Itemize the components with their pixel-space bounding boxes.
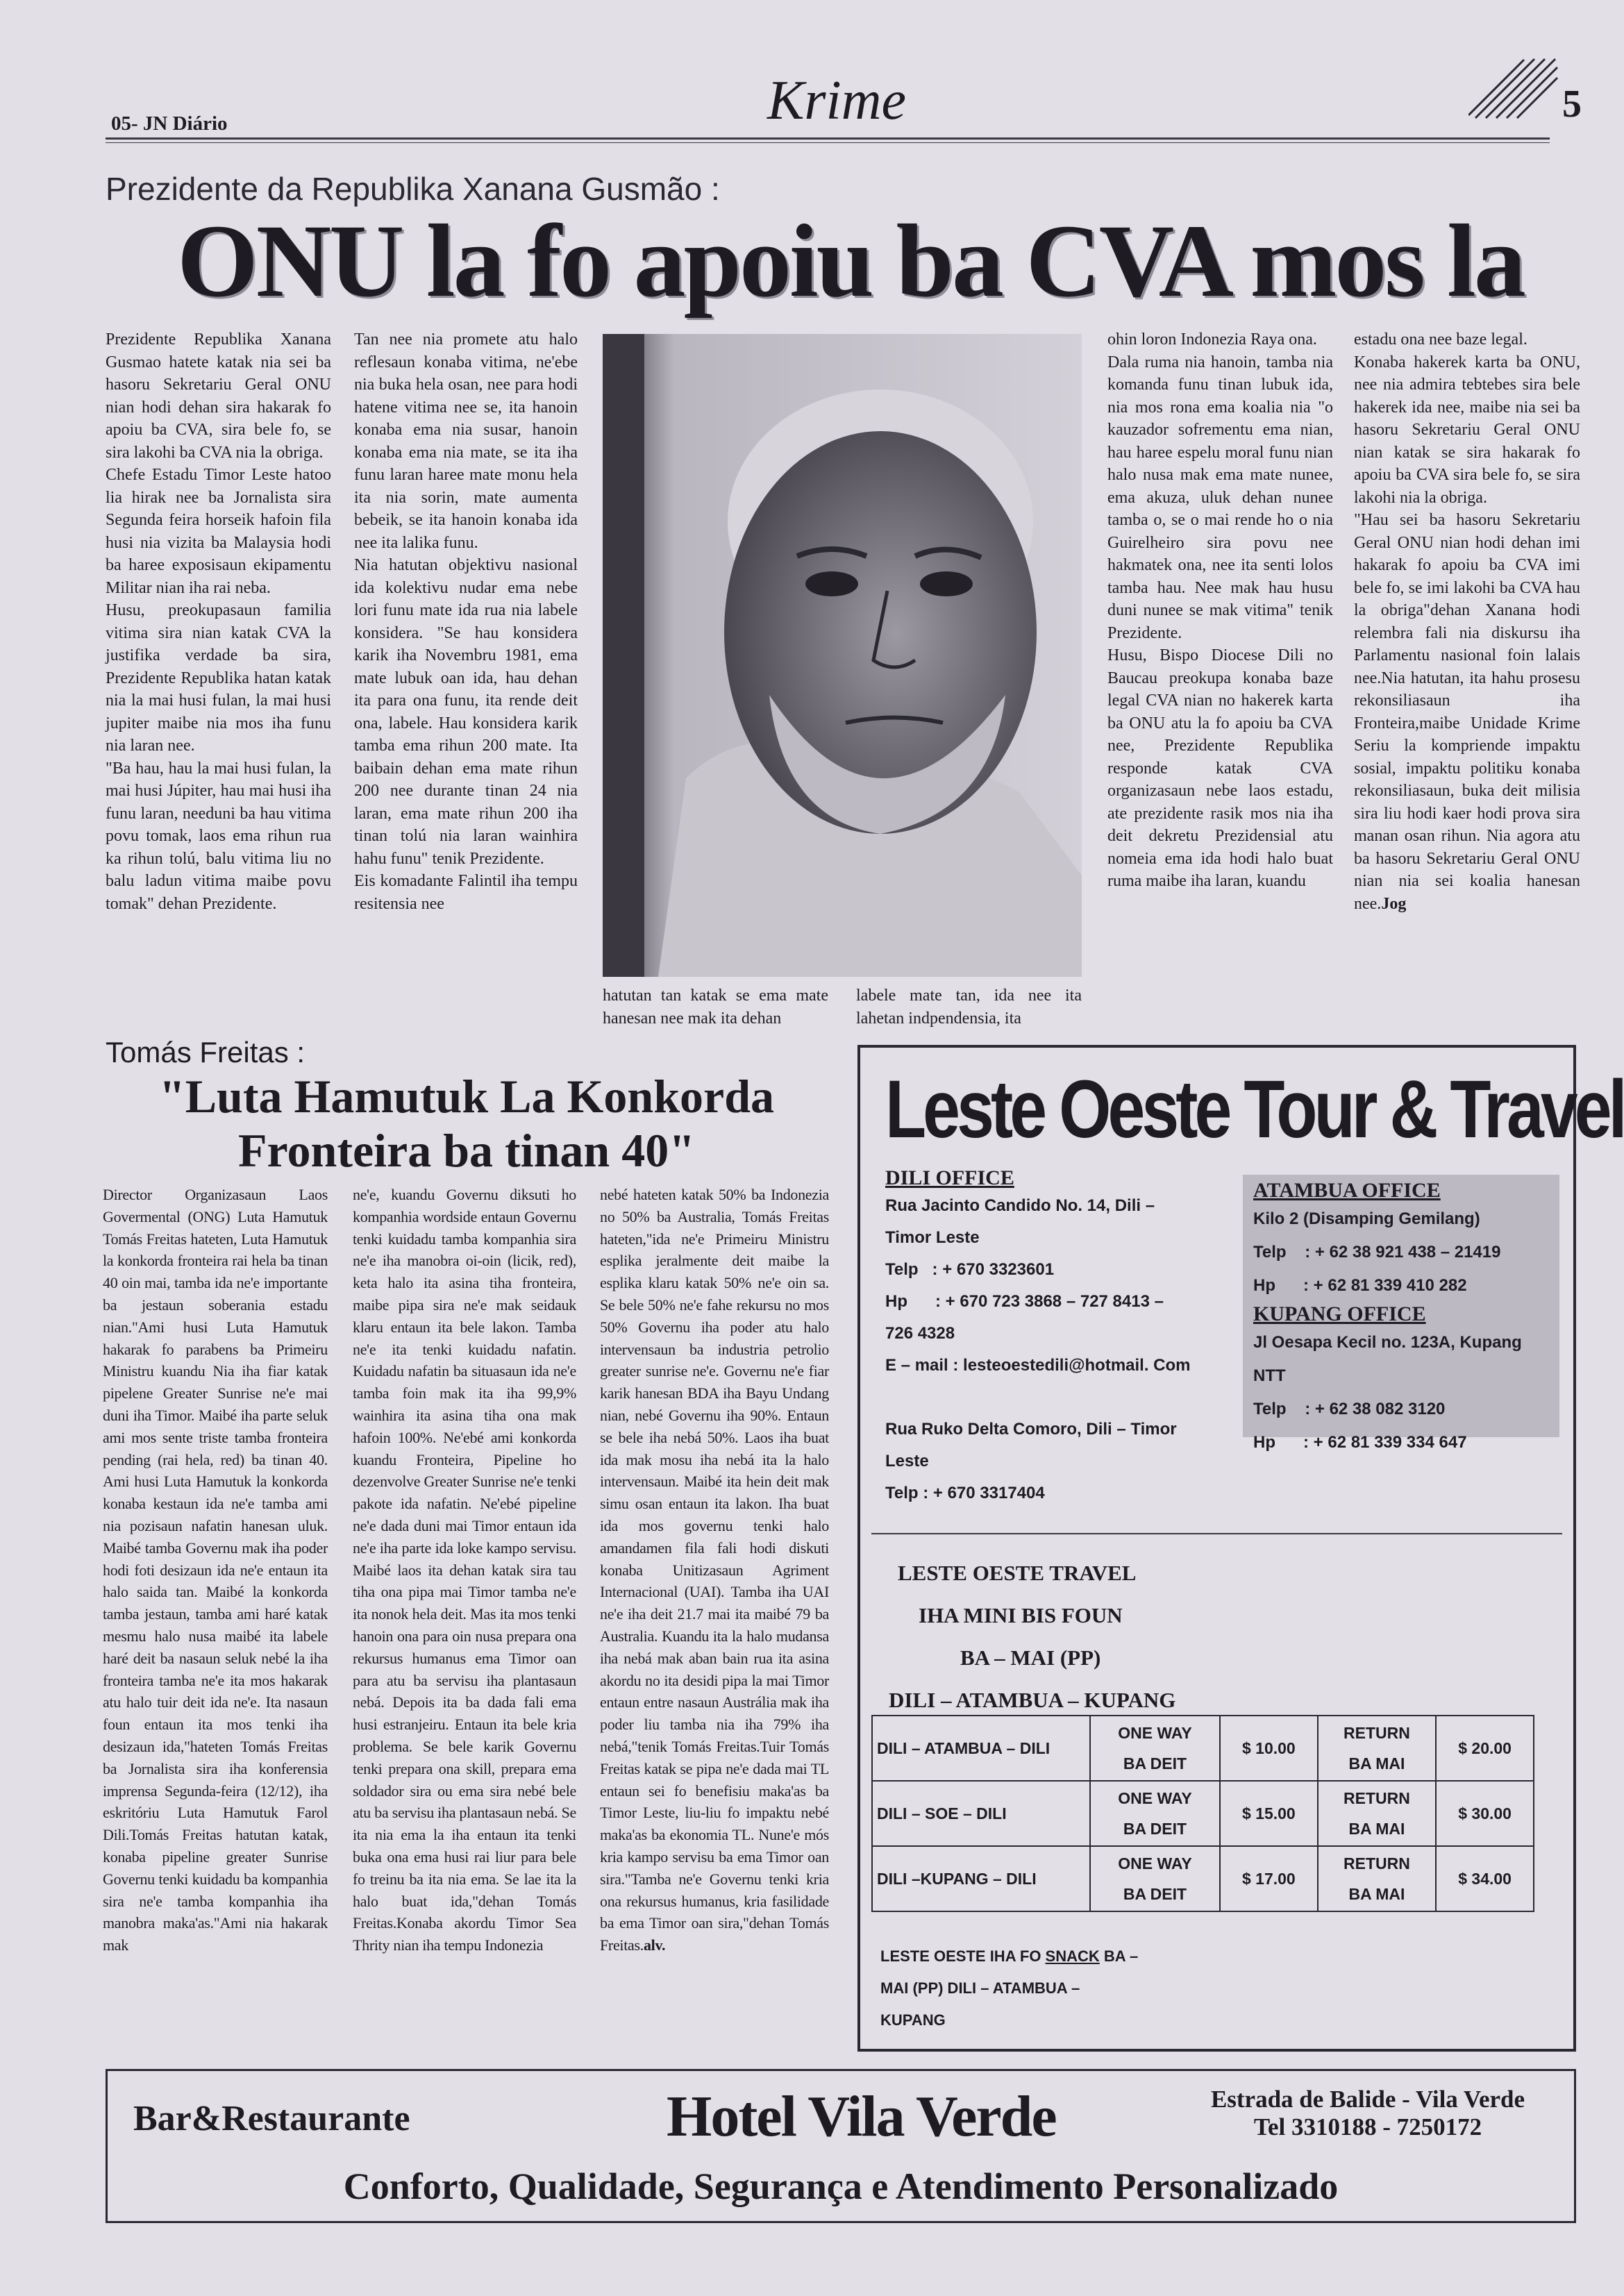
snack-line: MAI (PP) DILI – ATAMBUA – [880, 1979, 1080, 1997]
article1-col4-body: estadu ona nee baze legal. Konaba hakerek karta ba ONU, nee nia admira tebtebes sira bele hakerek ida nee, maibe nia sei ba hasoru Sekretariu Geral ONU nian katak se sira hakarak fo apoiu ba CVA sira bele fo, se sira lakohi nia la obriga. "Hau sei ba hasoru Sekretariu Geral ONU nian hodi dehan imi hakarak fo apoiu ba CVA imi bele fo, se imi lakohi ba CVA hau la obriga"dehan Xanana hodi relembra fali nia diskursu iha Parlamentu nasional foin lalais nee.Nia hatutan, ita hahu prosesu rekonsiliasaun iha Fronteira,maibe Unidade Krime Seriu la kompriende impaktu sosial, impaktu politiku konaba rekonsiliasaun, buka deit milisia sira liu hodi kaer hodi prova sira manan osan rihun. Nia agora atu ba hasoru Sekretariu Geral ONU nian nia sei koalia hanesan nee. [1354, 330, 1580, 913]
fare-route: DILI –KUPANG – DILI [872, 1846, 1090, 1911]
header-rule [106, 137, 1550, 140]
hotel-ad-tagline: Conforto, Qualidade, Segurança e Atendimento Personalizado [343, 2165, 1339, 2207]
dili-office-line [885, 1382, 1232, 1414]
fare-return-price: $ 34.00 [1436, 1846, 1534, 1911]
page-number: 5 [1562, 83, 1582, 126]
service-line: DILI – ATAMBUA – KUPANG [889, 1688, 1176, 1712]
hotel-ad-name: Hotel Vila Verde [667, 2084, 1056, 2149]
article2-headline-line2: Fronteira ba tinan 40" [238, 1124, 695, 1177]
fare-route: DILI – ATAMBUA – DILI [872, 1716, 1090, 1781]
atambua-office-line: Telp : + 62 38 921 438 – 21419 [1253, 1243, 1501, 1262]
article1-headline: ONU la fo apoiu ba CVA mos la [177, 203, 1524, 319]
service-line: LESTE OESTE TRAVEL [898, 1561, 1137, 1585]
article2-col3-text [600, 1184, 829, 1956]
header-rule-thin [106, 142, 1550, 143]
fare-return-label: RETURN BA MAI [1318, 1781, 1436, 1846]
dili-office-line: Leste [885, 1452, 929, 1470]
under-photo-right-text: labele mate tan, ida nee ita lahetan indpendensia, ita [856, 987, 1082, 1028]
article1-col1 [106, 328, 331, 915]
fare-oneway-price: $ 10.00 [1220, 1716, 1318, 1781]
article2-col2 [353, 1184, 576, 1956]
under-photo-left-text: hatutan tan katak se ema mate hanesan nee mak ita dehan [603, 987, 828, 1028]
article1-col4-text [1354, 328, 1580, 915]
article2-headline [106, 1069, 828, 1178]
ad-divider [871, 1533, 1562, 1534]
article2-headline-line1: "Luta Hamutuk La Konkorda [158, 1070, 775, 1123]
article1-col1-text: Prezidente Republika Xanana Gusmao hatete katak nia sei ba hasoru Sekretariu Geral ONU nian hodi dehan sira hakarak fo apoiu ba CVA, sira bele fo, se sira lakohi ba CVA nia la obriga. Chefe Estadu Timor Leste hatoo lia hirak nee ba Jornalista sira Segunda feira horseik hafoin fila husi nia vizita ba Malaysia hodi ba haree exposisaun ekipamentu Militar nian iha rai neba. Husu, preokupasaun familia vitima sira nian katak CVA la justifika verdade ba sira, Prezidente Republika hatan katak nia la mai husi fulan, la mai husi jupiter maibe nia mos iha funu nia laran nee. "Ba hau, hau la mai husi fulan, la mai husi Júpiter, hau mai husi iha funu laran, needuni ba hau vitima povu tomak, laos ema rihun rua ka rihun tolú, balu vitima liu no balu ladun vitima maibe povu tomak" dehan Prezidente. [106, 330, 331, 913]
article1-signoff: Jog [1381, 894, 1407, 913]
hotel-ad-phone: Tel 3310188 - 7250172 [1253, 2113, 1482, 2140]
article2-col3 [600, 1184, 829, 1956]
article1-col4 [1354, 328, 1580, 915]
article2-kicker: Tomás Freitas : [106, 1036, 305, 1069]
hatch-icon [1468, 49, 1559, 125]
kupang-office-line: Hp : + 62 81 339 334 647 [1253, 1433, 1467, 1452]
atambua-office [1253, 1179, 1559, 1459]
service-line: IHA MINI BIS FOUN [919, 1603, 1123, 1627]
article1-kicker: Prezidente da Republika Xanana Gusmão : [106, 171, 720, 207]
fare-route: DILI – SOE – DILI [872, 1781, 1090, 1846]
fare-return-label: RETURN BA MAI [1318, 1716, 1436, 1781]
dili-office-line: E – mail : lesteoestedili@hotmail. Com [885, 1356, 1191, 1375]
article1-col3-text: ohin loron Indonezia Raya ona. Dala ruma nia hanoin, tamba nia komanda funu tinan lubuk ida, nia mos rona ema koalia nia "o kauzador sofrementu ema nian, hau haree espelu moral funu nian halo nusa mak ema mate nunee, ema akuza, uluk dehan nunee tamba o, se o mai rende ho o nia Guirelheiro sira povu nee hakmatek ona, nee ita senti lolos tamba hau. Nee mak hau husu duni nunee se mak vitima" tenik Prezidente. Husu, Bispo Diocese Dili no Baucau preokupa konaba baze legal CVA nian no hakerek karta ba ONU atu la fo apoiu ba CVA nee, Prezidente Republika responde katak CVA organizasaun nebe laos estadu, ate prezidente rasik mos nia iha deit dekretu Prezidensial atu nomeia ema ida hodi halo buat ruma maibe iha laran, kuandu [1107, 330, 1333, 890]
article1-col3 [1107, 328, 1333, 893]
article1-col2 [354, 328, 578, 915]
dili-office-line: 726 4328 [885, 1324, 955, 1343]
snack-line [880, 1941, 1228, 1972]
fare-row [872, 1781, 1534, 1846]
dili-office-line: Telp : + 670 3317404 [885, 1484, 1045, 1502]
dili-office-heading: DILI OFFICE [885, 1166, 1014, 1189]
under-photo-left [603, 984, 828, 1030]
under-photo-right [856, 984, 1082, 1030]
fare-oneway-price: $ 15.00 [1220, 1781, 1318, 1846]
fares-table [871, 1715, 1534, 1912]
dili-office-line: Rua Ruko Delta Comoro, Dili – Timor [885, 1420, 1177, 1439]
atambua-office-heading: ATAMBUA OFFICE [1253, 1179, 1441, 1202]
page-label: 05- JN Diário [111, 112, 228, 135]
fare-oneway-label: ONE WAY BA DEIT [1090, 1781, 1220, 1846]
portrait-photo [603, 334, 1082, 977]
article2-col1-text: Director Organizasaun Laos Govermental (ONG) Luta Hamutuk Tomás Freitas hateten, Luta Hamutuk la konkorda fronteira rai hela ba tinan 40 oin mai, tamba ida ne'e importante ba jestaun soberania estadu nian."Ami husi Luta Hamutuk hakarak fo parabens ba Primeiru Ministru kuandu Nia iha fiar katak pipelene Greater Sunrise ne'e mai duni iha Timor. Maibé iha parte seluk ami mos sente triste tamba fronteira pending (rai hela, red) ba tinan 40. Ami husi Luta Hamutuk la konkorda konaba kestaun ida ne'e tamba ami nia pozisaun nafatin hanesan uluk. Maibé tamba Governu mak iha poder hodi foti desizaun ida ne'e entaun ita halo saida tan. Maibé la konkorda tamba jestaun, tamba ami haré katak mesmu halo nusa maibé ita labele haré deit ba nasaun seluk nebé la iha fronteira tamba ne'e ita mos hakarak atu halo tuir deit ida ne'e. Ita nasaun foun entaun ita mos tenki iha desizaun ida,"hateten Tomás Freitas ba Jornalista sira iha konferensia imprensa Segunda-feira (12/12), iha eskritóriu Luta Hamutuk Farol Dili.Tomás Freitas hatutan katak, konaba pipeline greater Sunrise Governu tenki kuidadu ba kompanhia sira ne'e tamba kompanhia iha manobra maka'as."Ami nia hakarak mak [103, 1186, 328, 1954]
service-info [889, 1552, 1236, 1721]
article2-col1 [103, 1184, 328, 1956]
fare-return-price: $ 20.00 [1436, 1716, 1534, 1781]
hotel-ad-bar: Bar&Restaurante [133, 2099, 410, 2138]
snack-line: KUPANG [880, 2011, 946, 2029]
fare-row [872, 1846, 1534, 1911]
fare-row [872, 1716, 1534, 1781]
section-title: Krime [767, 70, 906, 131]
atambua-office-line: Kilo 2 (Disamping Gemilang) [1253, 1209, 1480, 1228]
hotel-ad-address-line: Estrada de Balide - Vila Verde [1210, 2086, 1525, 2113]
fare-return-label: RETURN BA MAI [1318, 1846, 1436, 1911]
kupang-office-heading: KUPANG OFFICE [1253, 1302, 1426, 1325]
snack-info [880, 1941, 1228, 2036]
dili-office-line: Hp : + 670 723 3868 – 727 8413 – [885, 1292, 1164, 1311]
fare-return-price: $ 30.00 [1436, 1781, 1534, 1846]
article2-col2-text: ne'e, kuandu Governu diksuti ho kompanhia wordside entaun Governu tenki kuidadu tamba kompanhia sira ne'e iha manobra oi-oin (licik, red), keta halo ita asina tiha fronteira, maibe pipa sira ne'e mak seidauk klaru entaun ita bele lakon. Tamba ne'e ita tenki kuidadu nafatin. Kuidadu nafatin ba situasaun ida ne'e tamba foin mak ita iha 99,9% wainhira ita asina tiha ona mak hafoin 100%. Ne'ebé ami konkorda kuandu Fronteira, Pipeline ho dezenvolve Greater Sunrise ne'e tenki pakote ida nafatin. Ne'ebé pipeline ne'e dada duni mai Timor entaun ida ne'e iha parte ida loke kampo servisu. Maibé laos ita dehan katak sira tau tiha ona pipa mai Timor tamba ne'e ita nonok hela deit. Mas ita mos tenki hanoin ona para oin nusa prepara ona rekursus humanus ema Timor oan para atu ba servisu iha plantasaun nebá. Depois ita ba dada fali ema husi estranjeiru. Entaun ita bele kria problema. Se bele karik Governu tenki prepara ona skill, prepara ema soldador sira ou ema sira nebé bele atu ba servisu iha plantasaun nebá. Se ita nia ema la iha entaun ita tenki buka ona ema husi rai liur para bele fo treinu ba ita nia ema. Se lae ita la halo buat ida,"dehan Tomás Freitas.Konaba akordu Timor Sea Thrity nian iha tempu Indonezia [353, 1186, 576, 1954]
snack-word: SNACK [1045, 1947, 1100, 1965]
dili-office-line: Rua Jacinto Candido No. 14, Dili – [885, 1196, 1155, 1215]
fare-oneway-price: $ 17.00 [1220, 1846, 1318, 1911]
dili-office-line: Timor Leste [885, 1228, 980, 1247]
snack-post: BA – [1099, 1947, 1139, 1965]
kupang-office-line: Telp : + 62 38 082 3120 [1253, 1400, 1446, 1418]
hotel-ad-address [1180, 2086, 1555, 2141]
article2-col3-body: nebé hateten katak 50% ba Indonezia no 50% ba Australia, Tomás Freitas hateten,"ida ne'e Primeiru Ministru esplika jeralmente deit maibe la esplika klaru katak 50% ne'e oin sa. Se bele 50% ne'e fahe rekursu no mos 50% Governu iha poder atu halo intervensaun ba industria petrolio greater sunrise ne'e. Governu ne'e fiar karik hanesan BDA iha Bayu Undang nian, nebé Governu iha 90%. Entaun se bele iha nebá 50%. Laos iha buat ida mak mosu iha nebá ita la halo intervensaun. Maibé ita hein deit mak simu osan entaun ita lakon. Iha buat ida mos governu tenki halo amandamen fila fali hodi diskuti konaba Unitizasaun Agriment Internacional (UAI). Tamba iha UAI ne'e iha deit 21.7 mai ita maibé 79 ba Australia. Kuandu ita la halo mudansa iha nebá mak aban bain rua ita asina akordu no ita desidi pipa la mai Timor entaun entre nasaun Austrália mak iha poder liu tamba nia iha 79% iha nebá,"tenik Tomás Freitas.Tuir Tomás Freitas katak se pipa ne'e dada mai TL entaun sei fo benefisiu maka'as ba Timor Leste, liu-liu fo impaktu nebé maka'as ba ekonomia TL. Nune'e mós kria kampo servisu ba ema Timor oan sira."Tamba ne'e Governu tenki kria ona rekursus humanus, kria fasilidade ba ema Timor oan sira,"dehan Tomás Freitas. [600, 1186, 829, 1954]
article2-signoff: alv. [643, 1936, 666, 1954]
fare-oneway-label: ONE WAY BA DEIT [1090, 1846, 1220, 1911]
atambua-office-line: Hp : + 62 81 339 410 282 [1253, 1276, 1467, 1295]
service-line: BA – MAI (PP) [960, 1645, 1101, 1670]
article1-col2-text: Tan nee nia promete atu halo reflesaun konaba vitima, ne'ebe nia buka hela osan, nee para hodi hatene vitima nee se, ita hanoin konaba ema nia susar, hanoin konaba ema nia mate, se ita iha funu laran haree mate monu hela ita nia sorin, mate aumenta bebeik, se ita hanoin konaba ida nee ita lalika funu. Nia hatutan objektivu nasional ida kolektivu nudar ema nebe lori funu mate ida rua nia labele konsidera. "Se hau konsidera karik iha Novembru 1981, ema mate lubuk oan ida, hau dehan ita para ona funu, ita rende deit ona, labele. Hau konsidera karik tamba ema rihun 200 mate. Ita baibain dehan ema mate rihun 200 nee durante tinan 24 nia laran, ema mate rihun 200 iha tinan tolú nia laran wainhira hahu funu" tenik Prezidente. Eis komadante Falintil iha tempu resitensia nee [354, 330, 578, 913]
kupang-office-line: Jl Oesapa Kecil no. 123A, Kupang NTT [1253, 1333, 1522, 1385]
fare-oneway-label: ONE WAY BA DEIT [1090, 1716, 1220, 1781]
dili-office-line: Telp : + 670 3323601 [885, 1260, 1055, 1279]
travel-ad-title: Leste Oeste Tour & Travel [885, 1064, 1624, 1155]
snack-pre: LESTE OESTE IHA FO [880, 1947, 1046, 1965]
dili-office [885, 1166, 1232, 1509]
